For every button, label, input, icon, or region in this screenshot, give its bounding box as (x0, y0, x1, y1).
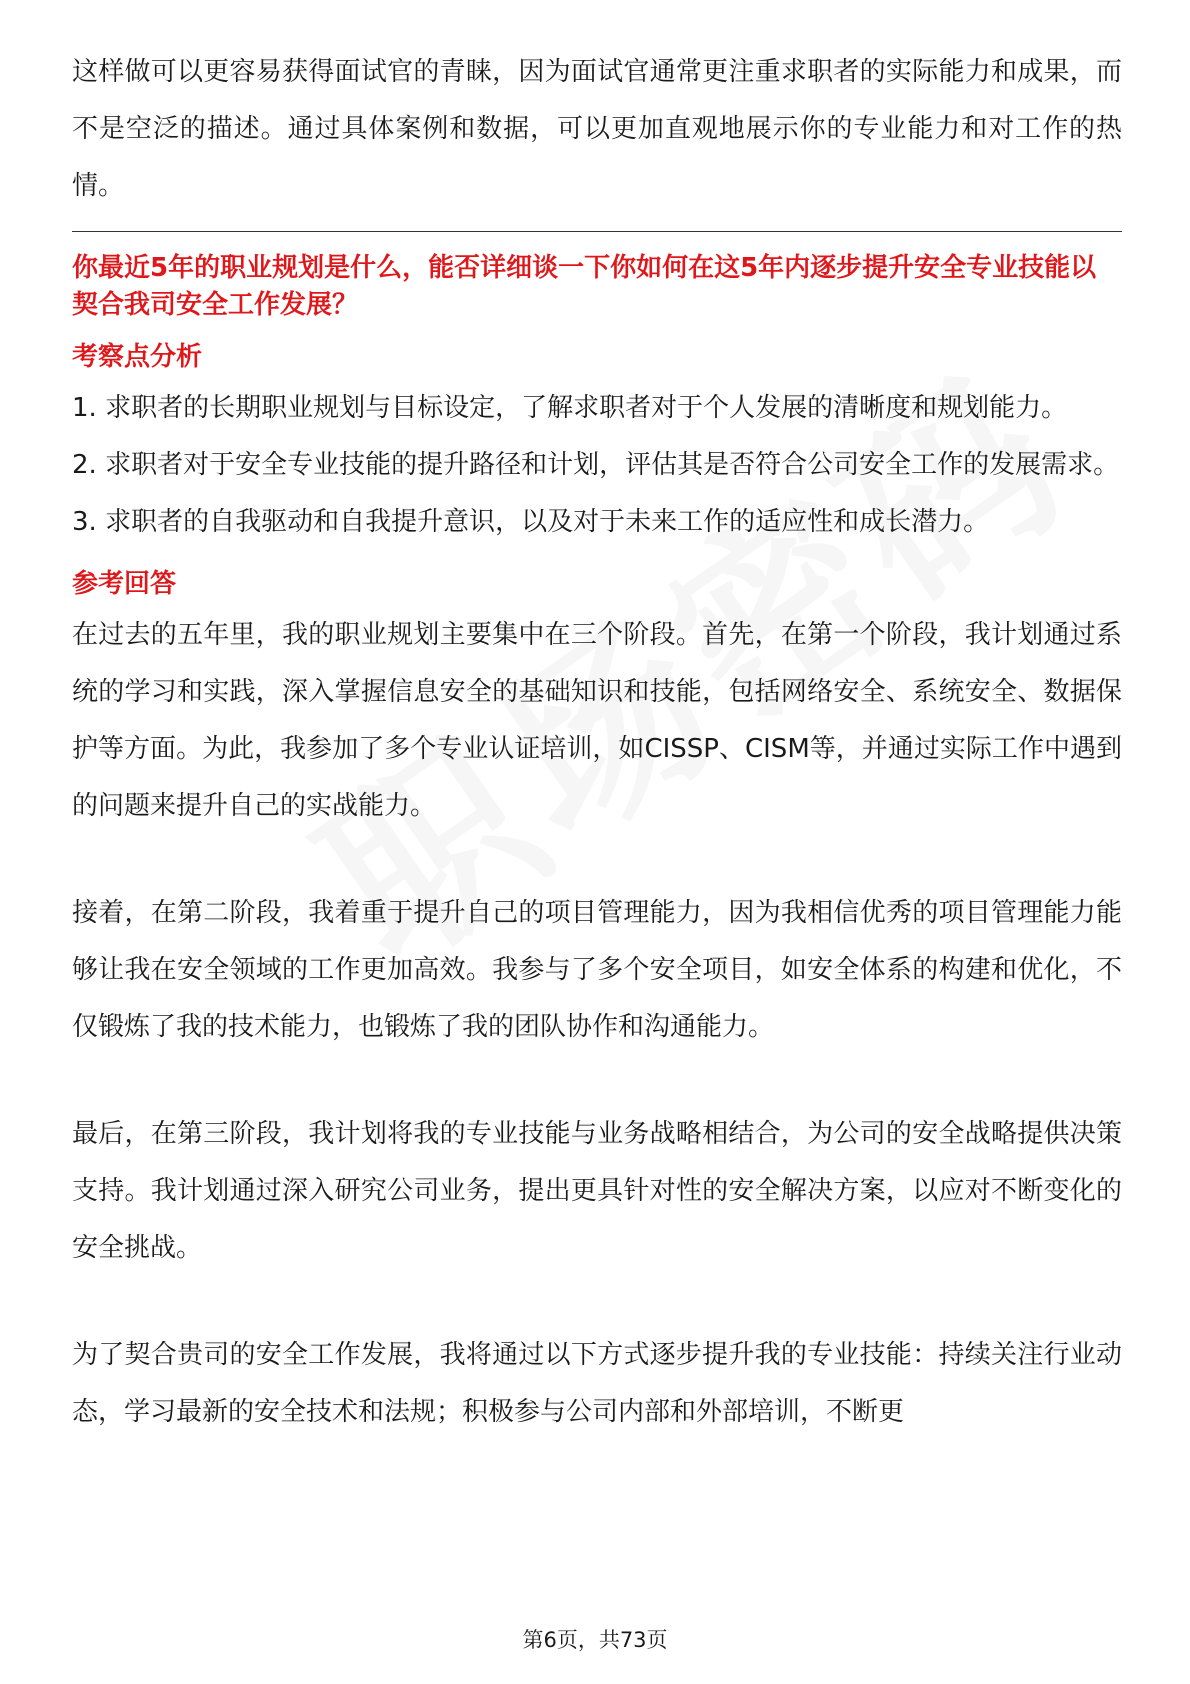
answer-paragraph: 接着，在第二阶段，我着重于提升自己的项目管理能力，因为我相信优秀的项目管理能力能够让我在安全领域的工作更加高效。我参与了多个安全项目，如安全体系的构建和优化，不仅锻炼了我的技术能力，也锻炼了我的团队协作和沟通能力。 (72, 898, 1122, 1042)
answer-paragraph: 为了契合贵司的安全工作发展，我将通过以下方式逐步提升我的专业技能：持续关注行业动态，学习最新的安全技术和法规；积极参与公司内部和外部培训，不断更 (72, 1340, 1122, 1427)
analysis-title: 考察点分析 (72, 342, 203, 372)
intro-paragraph: 这样做可以更容易获得面试官的青睐，因为面试官通常更注重求职者的实际能力和成果，而不是空泛的描述。通过具体案例和数据，可以更加直观地展示你的专业能力和对工作的热情。 (72, 57, 1122, 201)
analysis-list (72, 380, 1122, 551)
analysis-item: 1. 求职者的长期职业规划与目标设定，了解求职者对于个人发展的清晰度和规划能力。 (72, 393, 1068, 423)
interview-question: 你最近5年的职业规划是什么，能否详细谈一下你如何在这5年内逐步提升安全专业技能以契合我司安全工作发展？ (72, 253, 1097, 320)
answer-paragraph: 最后，在第三阶段，我计划将我的专业技能与业务战略相结合，为公司的安全战略提供决策支持。我计划通过深入研究公司业务，提出更具针对性的安全解决方案，以应对不断变化的安全挑战。 (72, 1119, 1122, 1263)
answer-title: 参考回答 (72, 569, 177, 599)
document-page (72, 44, 1122, 1441)
section-divider (72, 231, 1122, 232)
analysis-item: 2. 求职者对于安全专业技能的提升路径和计划，评估其是否符合公司安全工作的发展需求。 (72, 450, 1120, 480)
analysis-item: 3. 求职者的自我驱动和自我提升意识，以及对于未来工作的适应性和成长潜力。 (72, 507, 990, 537)
answer-paragraph: 在过去的五年里，我的职业规划主要集中在三个阶段。首先，在第一个阶段，我计划通过系统的学习和实践，深入掌握信息安全的基础知识和技能，包括网络安全、系统安全、数据保护等方面。为此，我参加了多个专业认证培训，如CISSP、CISM等，并通过实际工作中遇到的问题来提升自己的实战能力。 (72, 620, 1122, 821)
page-number: 第6页，共73页 (522, 1628, 668, 1652)
